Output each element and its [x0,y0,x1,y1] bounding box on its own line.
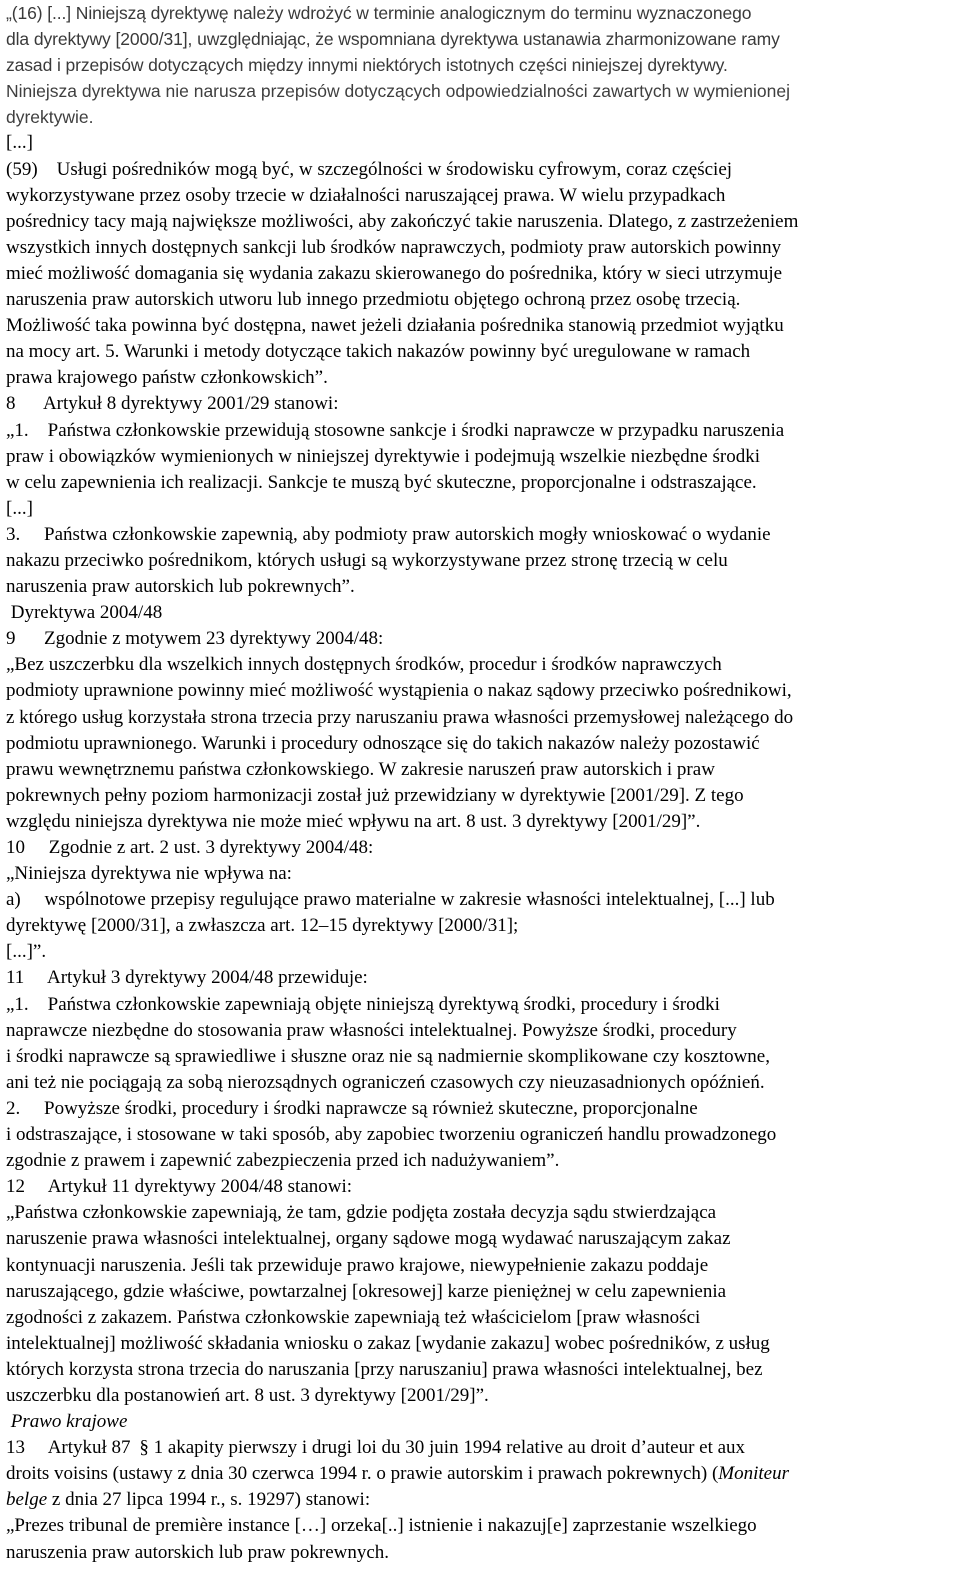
text-line: dla dyrektywy [2000/31], uwzględniając, że wspomniana dyrektywa ustanawia zharmonizowane ramy [6,29,780,50]
text-line: „Bez uszczerbku dla wszelkich innych dostępnych środków, procedur i środków naprawczych [6,654,722,676]
text-line: prawa krajowego państw członkowskich”. [6,367,328,389]
text-line: podmioty uprawnione powinny mieć możliwość wystąpienia o nakaz sądowy przeciwko pośrednikowi, [6,680,792,702]
text-line: 2. Powyższe środki, procedury i środki naprawcze są również skuteczne, proporcjonalne [6,1097,698,1119]
text-line: i środki naprawcze są sprawiedliwe i słuszne oraz nie są nadmiernie skomplikowane czy kosztowne, [6,1045,770,1067]
text-line: naruszenia praw autorskich lub pokrewnych”. [6,576,355,598]
text-line: zgodnie z prawem i zapewnić zabezpieczenia przed ich nadużywaniem”. [6,1150,560,1172]
text-line: 9 Zgodnie z motywem 23 dyrektywy 2004/48: [6,628,384,650]
text-line: na mocy art. 5. Warunki i metody dotyczące takich nakazów powinny być uregulowane w ramach [6,341,751,363]
publication-name: belge [6,1489,48,1511]
text-line: [...] [6,132,33,154]
text-line: [...]”. [6,941,47,963]
text-line: naruszenie prawa własności intelektualnej, organy sądowe mogą wydawać naruszającym zakaz [6,1228,731,1250]
text-line: „Niniejsza dyrektywa nie wpływa na: [6,863,292,885]
text-line [6,1461,952,1487]
text-fragment: 1 akapity pierwszy i drugi loi du 30 juin 1994 relative au droit d’auteur et aux [148,1437,746,1459]
text-line: (59) Usługi pośredników mogą być, w szczególności w środowisku cyfrowym, coraz częściej [6,158,733,180]
publication-name: Moniteur [718,1463,790,1485]
text-fragment: z dnia 27 lipca 1994 r., s. 19297) stanowi: [47,1489,371,1511]
text-line: intelektualnej] możliwość składania wniosku o zakaz [wydanie zakazu] wobec pośredników, z usług [6,1332,770,1354]
text-line: naruszającego, gdzie właściwe, powtarzalnej [okresowej] karze pieniężnej w celu zapewnienia [6,1280,727,1302]
text-line: wykorzystywane przez osoby trzecie w działalności naruszającej prawa. W wielu przypadkach [6,184,726,206]
text-line: zgodności z zakazem. Państwa członkowskie zapewniają też właścicielom [praw własności [6,1306,701,1328]
text-line: których korzysta strona trzecia do naruszania [przy naruszaniu] prawa własności intelektualnej, bez [6,1358,763,1380]
text-line: naruszenia praw autorskich utworu lub innego przedmiotu objętego ochroną przez osobę trzecią. [6,289,741,311]
text-line: Możliwość taka powinna być dostępna, nawet jeżeli działania pośrednika stanowią przedmiot wyjątku [6,315,784,337]
text-fragment: droits voisins (ustawy z dnia 30 czerwca 1994 r. o prawie autorskim i prawach pokrewnych) ( [6,1463,719,1485]
text-line: naruszenia praw autorskich lub praw pokrewnych. [6,1541,390,1563]
text-line: „1. Państwa członkowskie przewidują stosowne sankcje i środki naprawcze w przypadku naruszenia [6,419,785,441]
text-line: „Prezes tribunal de première instance […] orzeka[..] istnienie i nakazuj[e] zaprzestanie wszelkiego [6,1515,757,1537]
text-line [6,1487,952,1513]
text-line: pokrewnych pełny poziom harmonizacji został już przewidziany w dyrektywie [2001/29]. Z tego [6,784,744,806]
text-line: nakazu przeciwko pośrednikom, których usługi są wykorzystywane przez stronę trzecią w celu [6,549,728,571]
text-line: [...] [6,497,33,519]
text-line: a) wspólnotowe przepisy regulujące prawo materialne w zakresie własności intelektualnej, [...] lub [6,889,775,911]
section-heading: Prawo krajowe [6,1411,128,1433]
text-line: uszczerbku dla postanowień art. 8 ust. 3 dyrektywy [2001/29]”. [6,1384,489,1406]
text-line: prawu wewnętrznemu państwa członkowskiego. W zakresie naruszeń praw autorskich i praw [6,758,715,780]
text-line: Niniejsza dyrektywa nie narusza przepisów dotyczących odpowiedzialności zawartych w wymienionej [6,81,790,102]
text-line: ani też nie pociągają za sobą nierozsądnych ograniczeń czasowych czy nieuzasadnionych opóźnień. [6,1071,765,1093]
section-sign: § [139,1437,149,1459]
text-line [6,1435,952,1461]
text-line: w celu zapewnienia ich realizacji. Sankcje te muszą być skuteczne, proporcjonalne i odstraszające. [6,471,757,493]
text-line: naprawcze niezbędne do stosowania praw własności intelektualnej. Powyższe środki, procedury [6,1019,737,1041]
text-line: wszystkich innych dostępnych sankcji lub środków naprawczych, podmioty praw autorskich powinny [6,236,782,258]
text-line: 12 Artykuł 11 dyrektywy 2004/48 stanowi: [6,1176,353,1198]
text-line: dyrektywie. [6,107,94,128]
text-line: pośrednicy tacy mają największe możliwości, aby zakończyć takie naruszenia. Dlatego, z zastrzeżeniem [6,210,799,232]
text-line: 8 Artykuł 8 dyrektywy 2001/29 stanowi: [6,393,339,415]
text-line: 11 Artykuł 3 dyrektywy 2004/48 przewiduje: [6,967,368,989]
text-line: „1. Państwa członkowskie zapewniają objęte niniejszą dyrektywą środki, procedury i środki [6,993,720,1015]
text-line: kontynuacji naruszenia. Jeśli tak przewiduje prawo krajowe, niewypełnienie zakazu poddaje [6,1254,709,1276]
text-line: 3. Państwa członkowskie zapewnią, aby podmioty praw autorskich mogły wnioskować o wydanie [6,523,771,545]
text-line: „(16) [...] Niniejszą dyrektywę należy wdrożyć w terminie analogicznym do terminu wyznaczonego [6,3,752,23]
section-heading: Dyrektywa 2004/48 [6,602,163,624]
text-fragment: 13 Artykuł 87 [6,1437,136,1459]
text-line: dyrektywę [2000/31], a zwłaszcza art. 12–15 dyrektywy [2000/31]; [6,915,519,937]
text-line: mieć możliwość domagania się wydania zakazu skierowanego do pośrednika, który w sieci utrzymuje [6,262,783,284]
text-line: „Państwa członkowskie zapewniają, że tam, gdzie podjęta została decyzja sądu stwierdzająca [6,1202,717,1224]
text-line: zasad i przepisów dotyczących między innymi niektórych istotnych części niniejszej dyrektywy. [6,55,728,76]
text-line: praw i obowiązków wymienionych w niniejszej dyrektywie i podejmują wszelkie niezbędne środki [6,445,760,467]
text-line: 10 Zgodnie z art. 2 ust. 3 dyrektywy 2004/48: [6,837,374,858]
text-line: z którego usług korzystała strona trzecia przy naruszaniu prawa własności przemysłowej należącego do [6,706,794,728]
text-line: podmiotu uprawnionego. Warunki i procedury odnoszące się do takich nakazów należy pozostawić [6,732,760,754]
text-line: względu niniejsza dyrektywa nie może mieć wpływu na art. 8 ust. 3 dyrektywy [2001/29]”. [6,810,701,832]
text-line: i odstraszające, i stosowane w taki sposób, aby zapobiec tworzeniu ograniczeń handlu prowadzonego [6,1124,777,1146]
